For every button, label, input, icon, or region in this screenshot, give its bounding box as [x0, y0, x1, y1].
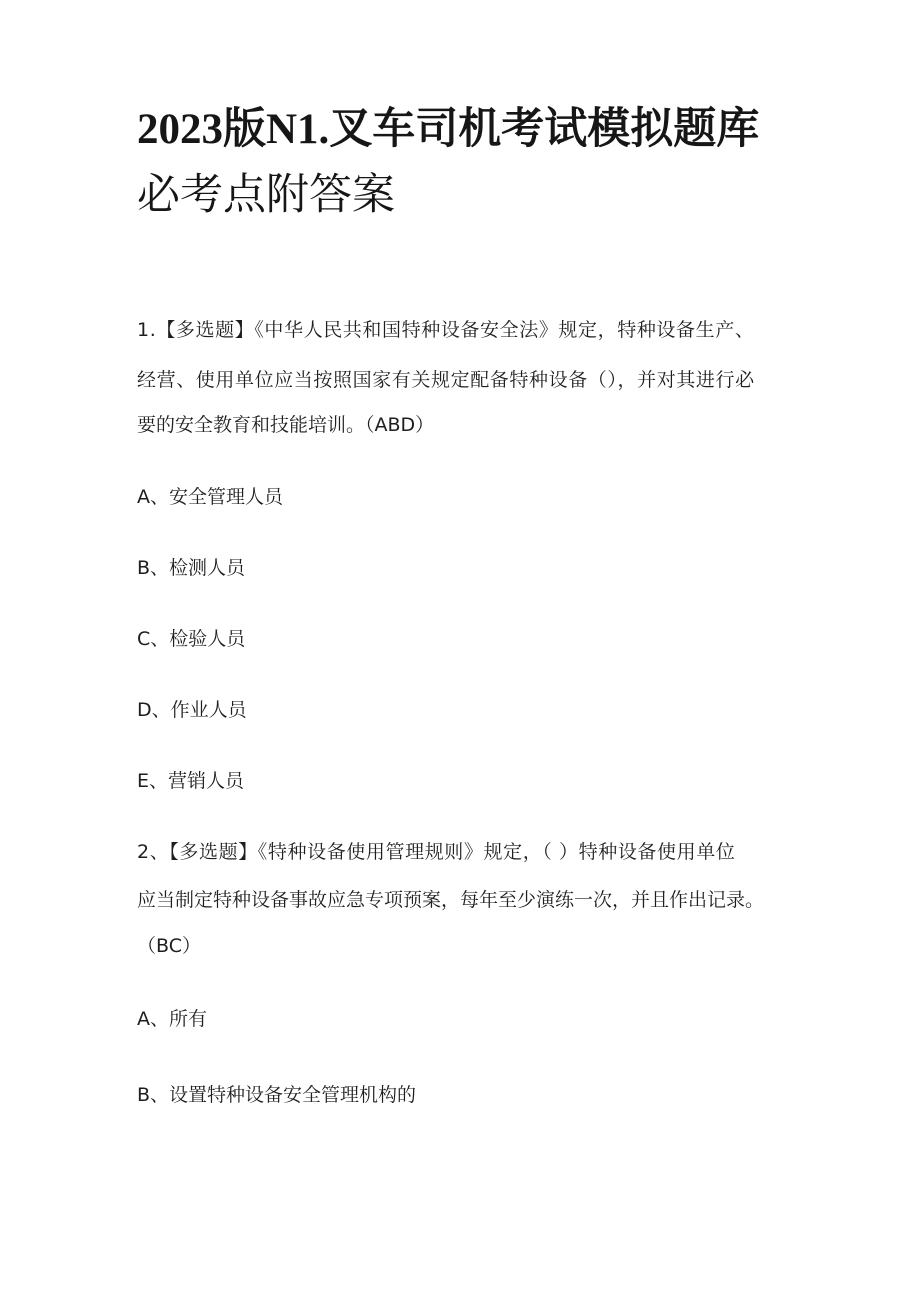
answer-option: B、检测人员 — [137, 557, 246, 579]
title-number: 2023版N1. — [137, 106, 330, 153]
document-title-line-2: 必考点附答案 — [137, 170, 395, 220]
question-text-line: 应当制定特种设备事故应急专项预案，每年至少演练一次，并且作出记录。 — [137, 889, 765, 911]
question-text-line: 经营、使用单位应当按照国家有关规定配备特种设备（），并对其进行必 — [137, 369, 755, 391]
answer-option: D、作业人员 — [137, 699, 247, 721]
question-text-line: （BC） — [137, 935, 201, 957]
question-text-line: 2、【多选题】《特种设备使用管理规则》规定，（ ）特种设备使用单位 — [137, 841, 736, 863]
question-text-line: 1.【多选题】《中华人民共和国特种设备安全法》规定，特种设备生产、 — [137, 319, 755, 341]
answer-option: E、营销人员 — [137, 770, 245, 792]
answer-option: C、检验人员 — [137, 628, 246, 650]
answer-option: B、设置特种设备安全管理机构的 — [137, 1084, 417, 1106]
answer-option: A、所有 — [137, 1008, 207, 1030]
title-text: 叉车司机考试模拟题库 — [329, 104, 760, 154]
answer-option: A、安全管理人员 — [137, 486, 283, 508]
document-title-line-1 — [137, 104, 759, 155]
question-text-line: 要的安全教育和技能培训。（ABD） — [137, 414, 435, 436]
